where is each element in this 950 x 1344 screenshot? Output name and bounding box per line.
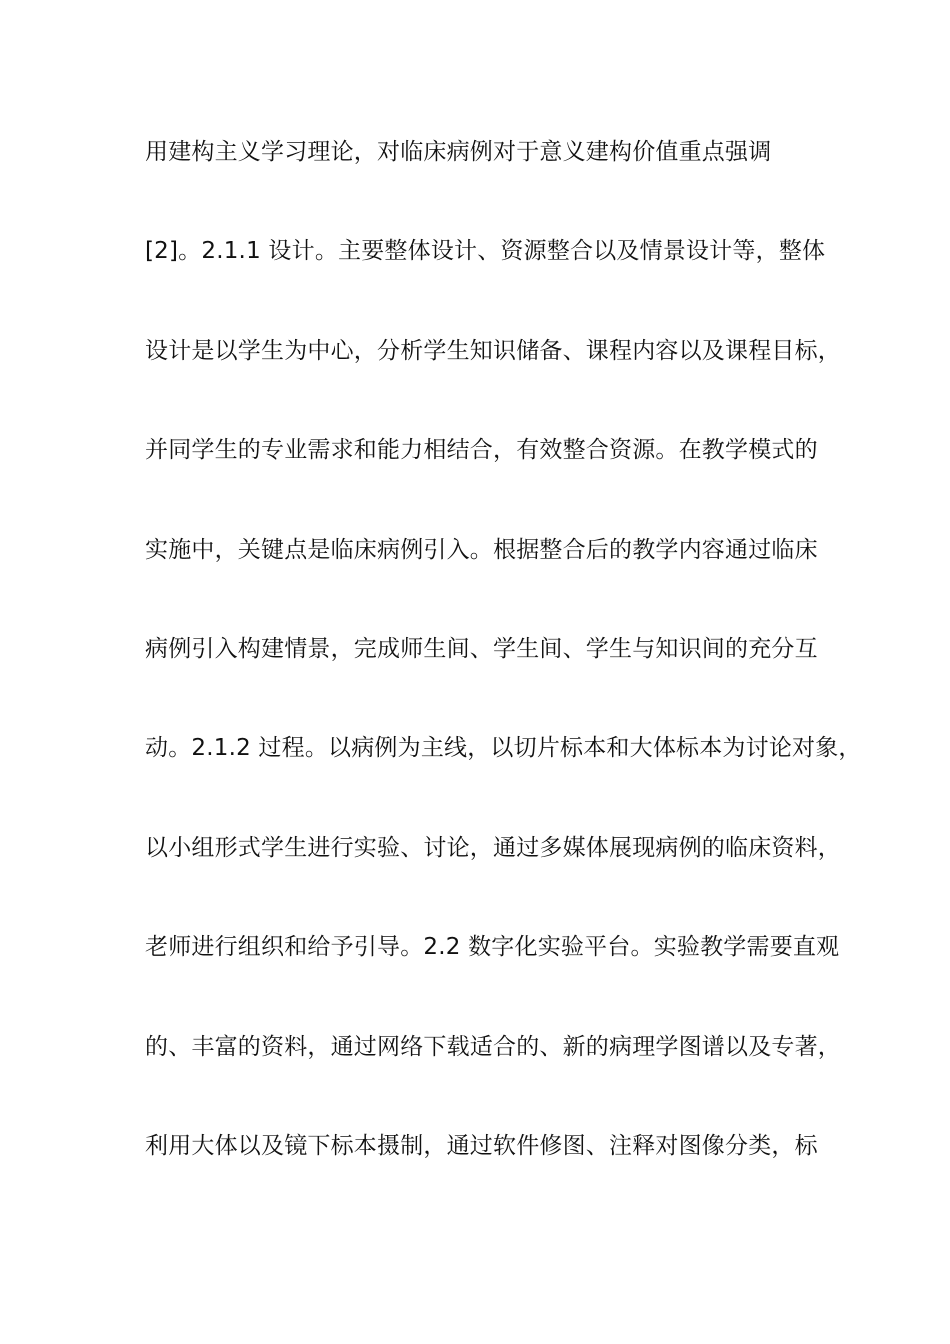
body-text-line: 用建构主义学习理论，对临床病例对于意义建构价值重点强调 [145,139,772,165]
body-text-line: 病例引入构建情景，完成师生间、学生间、学生与知识间的充分互 [145,636,818,662]
body-text-line: 动。2.1.2 过程。以病例为主线，以切片标本和大体标本为讨论对象， [145,735,862,761]
body-text-line: 的、丰富的资料，通过网络下载适合的、新的病理学图谱以及专著， [145,1034,841,1060]
body-text-line: 实施中，关键点是临床病例引入。根据整合后的教学内容通过临床 [145,537,818,563]
body-text-line: [2]。2.1.1 设计。主要整体设计、资源整合以及情景设计等，整体 [145,238,826,264]
body-text-line: 老师进行组织和给予引导。2.2 数字化实验平台。实验教学需要直观 [145,934,840,960]
body-text-line: 设计是以学生为中心，分析学生知识储备、课程内容以及课程目标， [145,338,841,364]
body-text-line: 利用大体以及镜下标本摄制，通过软件修图、注释对图像分类，标 [145,1133,818,1159]
body-text-line: 以小组形式学生进行实验、讨论，通过多媒体展现病例的临床资料， [145,835,841,861]
body-text-line: 并同学生的专业需求和能力相结合，有效整合资源。在教学模式的 [145,437,818,463]
